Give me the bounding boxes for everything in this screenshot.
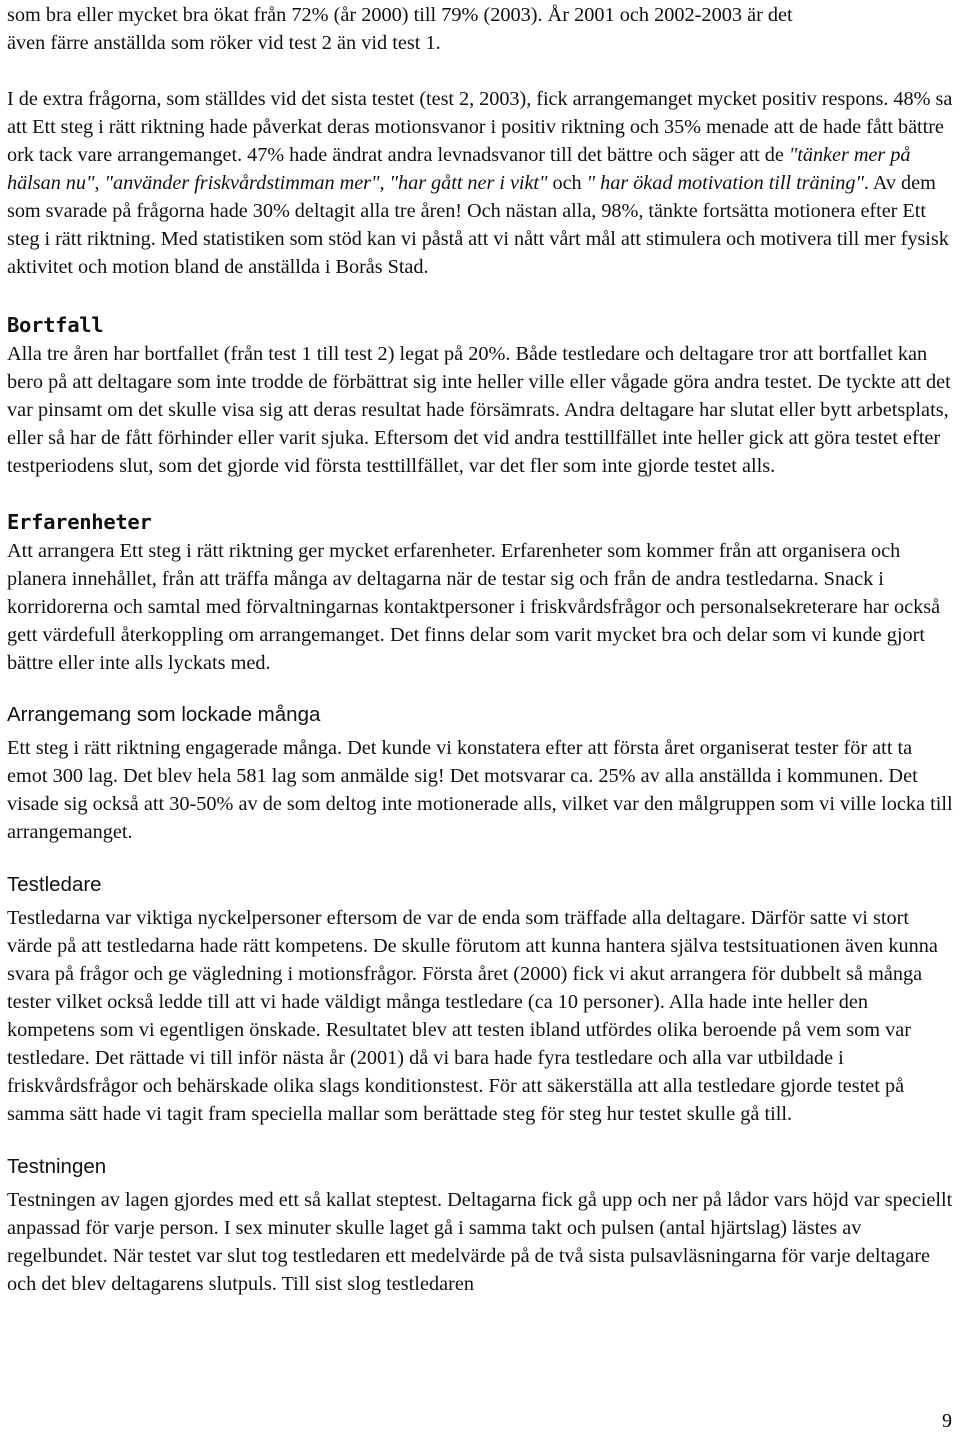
survey-paragraph [7,85,953,281]
heading-arrangemang: Arrangemang som lockade många [7,703,321,726]
quote-motivation: " har ökad motivation till träning" [586,172,864,194]
heading-erfarenheter: Erfarenheter [7,510,152,534]
page-number: 9 [942,1410,952,1432]
testningen-paragraph: Testningen av lagen gjordes med ett så kallat steptest. Deltagarna fick gå upp och ner på lådor vars höjd var speciellt anpassad för varje person. I sex minuter skulle laget gå i samma takt och pulsen (antal hjärtslag) lästes av regelbundet. När testet var slut tog testledaren ett medelvärde på de två sista pulsavläsningarna för varje deltagare och det blev deltagarens slutpuls. Till sist slog testledaren [7,1189,953,1295]
sep-3: och [547,172,587,194]
bortfall-paragraph: Alla tre åren har bortfallet (från test 1 till test 2) legat på 20%. Både testledare och deltagare tror att bortfallet kan bero på att deltagare som inte trodde de förbättrat sig inte heller ville eller vågade göra andra testet. De tyckte att det var pinsamt om det skulle visa sig att deras resultat hade försämrats. Andra deltagare har slutat eller bytt arbetsplats, eller så har de fått förhinder eller varit sjuka. Eftersom det vid andra testtillfället inte heller gick att göra testet efter testperiodens slut, som det gjorde vid första testtillfället, var det fler som inte gjorde testet alls. [7,343,951,477]
erfarenheter-paragraph: Att arrangera Ett steg i rätt riktning ger mycket erfarenheter. Erfarenheter som kommer från att organisera och planera innehållet, från att träffa många av deltagarna när de testar sig och från de andra testledarna. Snack i korridorerna och samtal med förvaltningarnas kontaktpersoner i friskvårdsfrågor och personalsekreterare har också gett värdefull återkoppling om arrangemanget. Det finns delar som varit mycket bra och delar som vi kunde gjort bättre eller inte alls lyckats med. [7,540,941,674]
intro-paragraph [7,1,953,57]
intro-line-2: även färre anställda som röker vid test 2 än vid test 1. [7,32,441,54]
heading-testningen: Testningen [7,1155,107,1178]
testledare-paragraph: Testledarna var viktiga nyckelpersoner eftersom de var de enda som träffade alla deltagare. Därför satte vi stort värde på att testledarna hade rätt kompetens. De skulle förutom att kunna hantera själva testsituationen även kunna svara på frågor och ge vägledning i motionsfrågor. Första året (2000) fick vi akut arrangera för dubbelt så många tester vilket också ledde till att vi hade väldigt många testledare (ca 10 personer). Alla hade inte heller den kompetens som vi egentligen önskade. Resultatet blev att testen ibland utfördes olika beroende på vem som var testledare. Det rättade vi till inför nästa år (2001) då vi bara hade fyra testledare och alla var utbildade i friskvårdsfrågor och behärskade olika slags konditionstest. För att säkerställa att alla testledare gjorde testet på samma sätt hade vi tagit fram speciella mallar som berättade steg för steg hur testet skulle gå till. [7,907,938,1125]
quote-health: "tänker mer på hälsan nu" [7,144,911,194]
quote-weight: "har gått ner i vikt" [389,172,548,194]
sep-2: , [379,172,390,194]
document-page [7,0,953,1298]
survey-text-b: . Av dem som svarade på frågorna hade 30% deltagit alla tre åren! Och nästan alla, 98%, tänkte fortsätta motionera efter Ett steg i rätt riktning. Med statistiken som stöd kan vi påstå att vi nått vårt mål att stimulera och motivera till mer fysisk aktivitet och motion bland de anställda i Borås Stad. [7,172,949,278]
quote-wellness-hour: "använder friskvårdstimman mer" [104,172,380,194]
heading-testledare: Testledare [7,873,102,896]
survey-text-a: I de extra frågorna, som ställdes vid det sista testet (test 2, 2003), fick arrangemanget mycket positiv respons. 48% sa att Ett steg i rätt riktning hade påverkat deras motionsvanor i positiv riktning och 35% menade att de hade fått bättre ork tack vare arrangemanget. 47% hade ändrat andra levnadsvanor till det bättre och säger att de [7,88,953,166]
intro-line-1: som bra eller mycket bra ökat från 72% (år 2000) till 79% (2003). År 2001 och 2002-2003 är det [7,4,793,26]
arrangemang-paragraph: Ett steg i rätt riktning engagerade många. Det kunde vi konstatera efter att första året organiserat tester för att ta emot 300 lag. Det blev hela 581 lag som anmälde sig! Det motsvarar ca. 25% av alla anställda i kommunen. Det visade sig också att 30-50% av de som deltog inte motionerade alls, vilket var den målgruppen som vi ville locka till arrangemanget. [7,737,953,843]
sep-1: , [94,172,105,194]
heading-bortfall: Bortfall [7,313,104,337]
